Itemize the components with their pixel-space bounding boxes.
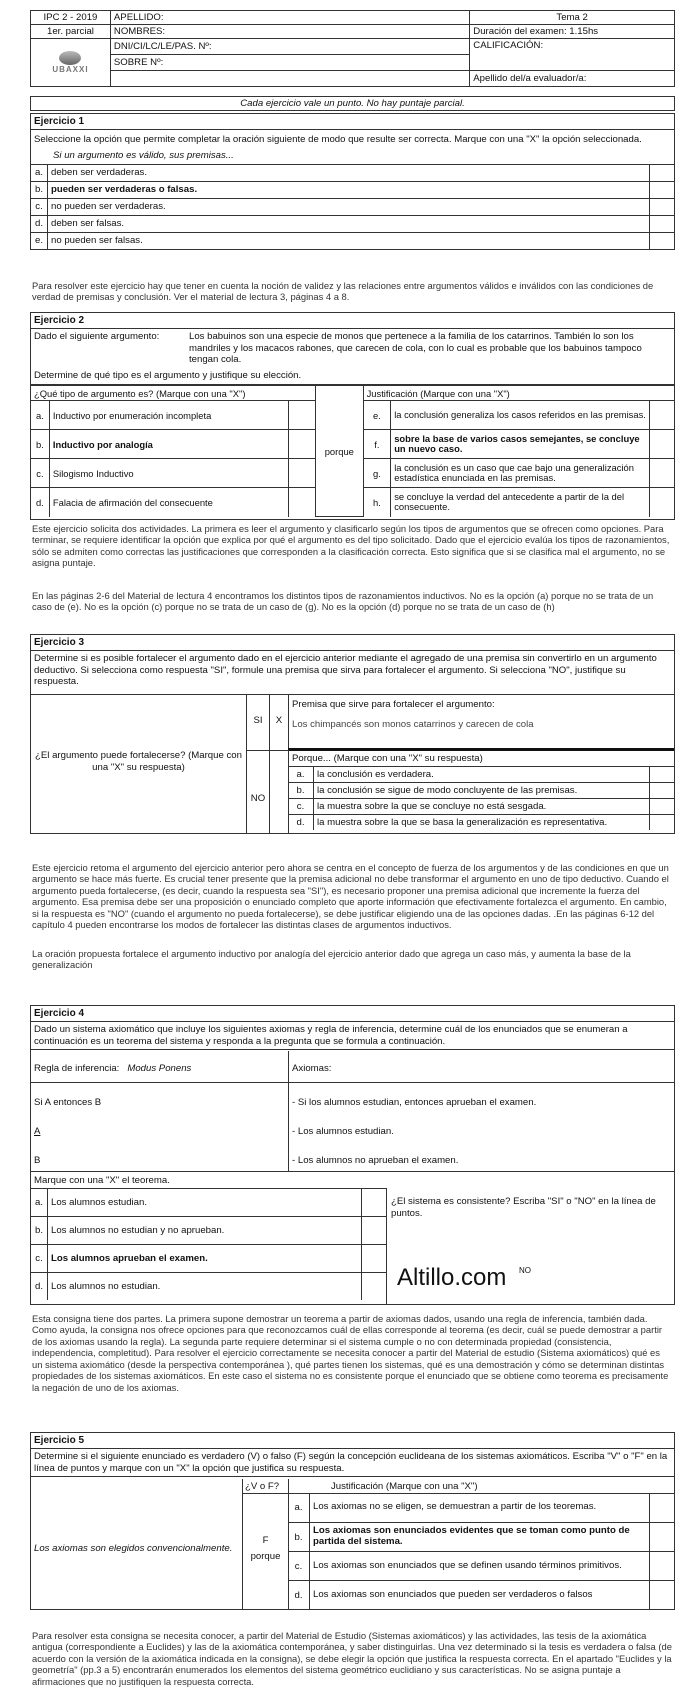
option-mark-box[interactable] [362,1217,386,1244]
option-mark-box[interactable] [650,216,674,232]
option-text: no pueden ser falsas. [48,233,650,249]
exercise-3-note-1: Este ejercicio retoma el argumento del ejercicio anterior pero ahora se centra en el concepto de fuerza de los argumentos y de las condiciones en que un argumento se hace más fuerte. Es crucial tener presente que la premisa adicional no debe transformar el argumento en uno de tipo deductivo. Cuando el argumento pueda fortalecerse, (es decir, cuando la respuesta sea "SI"), es necesario proponer una premisa adicional que incremente la fuerza del argumento. Esa premisa debe ser una proposición o enunciado completo que aporte información que efectivamente fortalezca el argumento. En cambio, si la respuesta es "NO" (cuando el argumento no pueda fortalecerse), se debe justificar eligiendo una de las opciones dadas. .En las páginas 6-12 del capítulo 4 pueden encontrarse los modos de fortalecer las distintas clases de argumentos inductivos. [32,862,669,931]
option-b[interactable] [31,181,674,198]
option-text: Los axiomas no se eligen, se demuestran a partir de los teoremas. [310,1493,650,1522]
option-c[interactable] [288,798,674,814]
option-letter: a. [31,165,48,181]
option-a[interactable] [288,766,674,782]
option-mark-box[interactable] [362,1273,386,1300]
option-a[interactable] [31,1188,386,1216]
justif-mark-box[interactable] [650,459,674,488]
option-mark-box[interactable] [650,1493,674,1522]
vof-label: ¿V o F? [245,1481,280,1492]
option-mark-box[interactable] [650,199,674,215]
tipo-mark-box[interactable] [289,401,316,430]
option-text: la muestra sobre la que se basa la generalización es representativa. [314,815,650,830]
exercise-5-title: Ejercicio 5 [31,1433,674,1449]
option-c[interactable] [31,198,674,215]
option-letter: c. [31,199,48,215]
col-tipo-header: ¿Qué tipo de argumento es? (Marque con una "X") [31,386,315,401]
option-mark-box[interactable] [650,767,674,782]
option-letter: d. [288,815,314,830]
exercise-2-note-1: Este ejercicio solicita dos actividades. La primera es leer el argumento y clasificarlo según los tipos de argumentos que se ofrecen como opciones. Para terminar, se requiere identificar la opción que explica por qué el argumento es del tipo solicitado. Dado que el ejercicio evalúa los tipos de razonamientos, sólo se admiten como correctas las justificaciones que corresponden a la clasificación correcta. Esto significa que si se clasifica mal el argumento, no se asigna puntaje. [32,523,670,569]
axioma-2: - Los alumnos estudian. [292,1126,394,1137]
intro-note: Cada ejercicio vale un punto. No hay puntaje parcial. [30,96,675,111]
regla-line-2: A [34,1126,41,1137]
exercise-3-note-2: La oración propuesta fortalece el argumento inductivo por analogía del ejercicio anterior dado que agrega un caso más, y aumenta la base de la generalización [32,948,631,971]
option-letter: f. [363,430,391,459]
course-code: IPC 2 - 2019 [31,11,111,25]
option-letter: a. [288,1493,310,1522]
exercise-4-prompt: Dado un sistema axiomático que incluye los siguientes axiomas y regla de inferencia, determine cuál de los enunciados que se enumeran a continuación es un teorema del sistema y responda a la pregunta que se formula a continuación. [31,1022,674,1050]
option-mark-box[interactable] [650,1523,674,1551]
option-letter: b. [31,1217,48,1244]
tipo-mark-box[interactable] [289,488,316,517]
option-text: deben ser falsas. [48,216,650,232]
justif-mark-box[interactable] [650,488,674,517]
option-a[interactable] [31,164,674,181]
sobre-field[interactable]: SOBRE Nº: [110,55,469,71]
regla-label: Regla de inferencia: [34,1063,120,1074]
option-d[interactable] [288,1580,674,1609]
apellido-field[interactable]: APELLIDO: [110,11,469,25]
exam-header [30,10,675,87]
regla-line-3: B [34,1155,41,1166]
tipo-option-c[interactable]: Silogismo Inductivo [49,459,288,488]
calificacion-field[interactable]: CALIFICACIÓN: [470,39,675,71]
option-b[interactable] [288,782,674,798]
option-mark-box[interactable] [650,182,674,198]
option-text: Los alumnos no estudian y no aprueban. [48,1217,362,1244]
exercise-5-prompt: Determine si el siguiente enunciado es verdadero (V) o falso (F) según la concepción euclideana de los sistemas axiomáticos. Escriba "V" o "F" en la línea de puntos y marque con un "X" la opción que justifica su respuesta. [31,1449,674,1477]
ubaxxi-logo: UBAXXI [31,39,111,87]
axioma-1: - Si los alumnos estudian, entonces aprueban el examen. [292,1097,537,1108]
exercise-1-stem: Si un argumento es válido, sus premisas... [53,149,234,161]
justif-option-h[interactable]: se concluye la verdad del antecedente a partir de la del consecuente. [391,488,650,517]
parcial-label: 1er. parcial [31,25,111,39]
dni-field[interactable]: DNI/CI/LC/LE/PAS. Nº: [110,39,469,55]
consistente-question: ¿El sistema es consistente? Escriba "SI" o "NO" en la línea de puntos. [391,1196,656,1219]
option-letter: a. [31,1189,48,1216]
exercise-3-question: ¿El argumento puede fortalecerse? (Marque con una "X" su respuesta) [35,750,242,773]
option-d[interactable] [31,215,674,232]
exercise-5 [30,1432,675,1610]
si-mark[interactable]: X [275,715,283,726]
exercise-4 [30,1005,675,1305]
option-text: Los axiomas son enunciados que pueden ser verdaderos o falsos [310,1581,650,1609]
exercise-2-note-2: En las páginas 2-6 del Material de lectura 4 encontramos los distintos tipos de razonamientos inductivos. No es la opción (a) porque no se trata de un caso de (e). No es la opción (c) porque no se trata de un caso de (g). No es la opción (d) porque no se trata de un caso de (h) [32,590,654,613]
exercise-2-title: Ejercicio 2 [31,313,674,329]
option-e[interactable] [31,232,674,249]
option-mark-box[interactable] [362,1245,386,1272]
option-letter: b. [288,1523,310,1551]
exercise-3-prompt: Determine si es posible fortalecer el argumento dado en el ejercicio anterior mediante el agregado de una premisa sin convertirlo en un argumento deductivo. Si selecciona como respuesta "SI", formule una premisa que sirva para fortalecer el argumento. Si selecciona "NO", justifique su respuesta. [34,653,657,688]
exercise-4-note: Esta consigna tiene dos partes. La primera supone demostrar un teorema a partir de axiomas dados, usando una regla de inferencia, también dada. Como ayuda, la consigna nos ofrece opciones para que reconozcamos cuál de ellas corresponde al teorema (es decir, cuál se puede demostrar a partir de los axiomas usando la regla). La segunda parte requiere determinar si el sistema cumple o no con determinada propiedad (consistencia, independencia, completitud). Para resolver el ejercicio correctamente se necesita conocer a partir del Material de estudio (Sistema axiomáticos) qué es un sistema axiomático (desde la perspectiva contemporánea ), qué partes tienen los sistemas, qué es una demostración y cómo se determinan distintas propiedades de los sistemas axiomáticos. En este caso el sistema no es consistente porque el enunciado que se obtiene como teorema es precisamente la negación de uno de los axiomas. [32,1313,669,1393]
option-letter: b. [31,182,48,198]
exercise-1-title: Ejercicio 1 [31,114,674,130]
tipo-mark-box[interactable] [289,459,316,488]
option-d[interactable] [31,1272,386,1300]
option-mark-box[interactable] [650,233,674,249]
option-mark-box[interactable] [650,815,674,830]
exercise-5-note: Para resolver esta consigna se necesita conocer, a partir del Material de Estudio (Sistemas axiomáticos) y las actividades, las tesis de la axiomática antigua (correspondiente a Euclides) y las de la axiomática contemporánea, y saber distinguirlas. Una vez determinado si la tesis es verdadera o falsa (de acuerdo con la versión de la axiomática indicada en la consigna), se debe elegir la opción que justifica la respuesta correcta. En el apartado "Euclides y la geometría" (pp.3 a 5) encontrarán enumerados los elementos del sistema geométrico euclidiano y sus características. No se asigna puntaje a afirmaciones que no justifiquen la respuesta correcta. [32,1630,672,1687]
justif-label: Justificación (Marque con una "X") [331,1481,478,1492]
exercise-1 [30,113,675,250]
option-letter: c. [288,1552,310,1580]
tema-label: Tema 2 [470,11,675,25]
option-a[interactable] [288,1493,674,1522]
option-text: la conclusión es verdadera. [314,767,650,782]
enunciado: Los axiomas son elegidos convencionalmente. [34,1543,233,1554]
duracion-label: Duración del examen: 1.15hs [470,25,675,39]
option-c[interactable] [288,1551,674,1580]
option-b[interactable] [288,1522,674,1551]
no-label: NO [250,793,266,804]
option-text: Los alumnos aprueban el examen. [48,1245,362,1272]
option-text: pueden ser verdaderas o falsas. [48,182,650,198]
exercise-2-determine: Determine de qué tipo es el argumento y justifique su elección. [31,368,674,385]
justif-option-g[interactable]: la conclusión es un caso que cae bajo una generalización estadística enunciada en las premisas. [391,459,650,488]
col-justif-header: Justificación (Marque con una "X") [363,386,674,401]
option-mark-box[interactable] [650,165,674,181]
option-letter: d. [31,488,49,517]
option-text: la muestra sobre la que se concluye no está sesgada. [314,799,650,814]
option-mark-box[interactable] [650,783,674,798]
option-text: la conclusión se sigue de modo concluyente de las premisas. [314,783,650,798]
justif-mark-box[interactable] [650,430,674,459]
option-letter: e. [31,233,48,249]
consistente-answer[interactable]: NO [519,1266,531,1275]
option-d[interactable] [288,814,674,830]
regla-line-1: Si A entonces B [34,1097,102,1108]
nombres-field[interactable]: NOMBRES: [110,25,469,39]
option-letter: e. [363,401,391,430]
exercise-2-argument: Los babuinos son una especie de monos que pertenece a la familia de los catarrinos. También lo son los mandriles y los macacos rabones, que carecen de cola, con lo cual es probable que los babuinos tampoco tengan cola. [189,331,642,366]
option-letter: c. [288,799,314,814]
option-text: Los axiomas son enunciados evidentes que se toman como punto de partida del sistema. [310,1523,650,1551]
tipo-option-b[interactable]: Inductivo por analogía [49,430,288,459]
option-mark-box[interactable] [650,1552,674,1580]
justif-option-e[interactable]: la conclusión generaliza los casos referidos en las premisas. [391,401,650,430]
option-letter: b. [31,430,49,459]
option-letter: d. [288,1581,310,1609]
option-text: no pueden ser verdaderas. [48,199,650,215]
porque-label: porque [250,1551,281,1562]
option-letter: c. [31,1245,48,1272]
option-letter: h. [363,488,391,517]
marque-teorema: Marque con una "X" el teorema. [34,1175,170,1186]
option-letter: a. [288,767,314,782]
exercise-1-prompt: Seleccione la opción que permite completar la oración siguiente de modo que resulte ser correcta. Marque con una "X" la opción seleccionada. [34,134,642,145]
blank-field [110,71,469,87]
option-mark-box[interactable] [650,799,674,814]
porque-label: Porque... (Marque con una "X" su respuesta) [292,753,483,764]
axiomas-label: Axiomas: [292,1063,332,1074]
option-letter: b. [288,783,314,798]
exercise-2-table [31,385,674,517]
option-letter: c. [31,459,49,488]
exercise-3-title: Ejercicio 3 [31,635,674,651]
porque-label: porque [315,386,363,517]
justif-mark-box[interactable] [650,401,674,430]
premisa-label: Premisa que sirve para fortalecer el argumento: [292,699,495,710]
exercise-3 [30,634,675,834]
exercise-4-title: Ejercicio 4 [31,1006,674,1022]
tipo-mark-box[interactable] [289,430,316,459]
exercise-2 [30,312,675,520]
si-label: SI [253,715,263,726]
justif-option-f[interactable]: sobre la base de varios casos semejantes, se concluye un nuevo caso. [391,430,650,459]
option-text: Los axiomas son enunciados que se definen usando términos primitivos. [310,1552,650,1580]
option-mark-box[interactable] [362,1189,386,1216]
option-letter: a. [31,401,49,430]
option-b[interactable] [31,1216,386,1244]
option-letter: g. [363,459,391,488]
option-c[interactable] [31,1244,386,1272]
option-letter: d. [31,1273,48,1300]
axioma-3: - Los alumnos no aprueban el examen. [292,1155,459,1166]
tipo-option-a[interactable]: Inductivo por enumeración incompleta [49,401,288,430]
option-text: Los alumnos estudian. [48,1189,362,1216]
option-text: deben ser verdaderas. [48,165,650,181]
option-letter: d. [31,216,48,232]
regla-value: Modus Ponens [127,1063,192,1074]
exercise-1-note: Para resolver este ejercicio hay que tener en cuenta la noción de validez y las relaciones entre argumentos válidos e inválidos con las condiciones de verdad de premisas y conclusión. Ver el material de lectura 3, páginas 4 a 8. [32,280,654,303]
tipo-option-d[interactable]: Falacia de afirmación del consecuente [49,488,288,517]
evaluador-field[interactable]: Apellido del/a evaluador/a: [470,71,675,87]
watermark: Altillo.com [397,1264,507,1291]
vof-answer[interactable]: F [262,1535,269,1546]
option-mark-box[interactable] [650,1581,674,1609]
option-text: Los alumnos no estudian. [48,1273,362,1300]
premisa-answer[interactable]: Los chimpancés son monos catarrinos y carecen de cola [292,719,534,730]
exercise-2-dado: Dado el siguiente argumento: [34,331,160,342]
